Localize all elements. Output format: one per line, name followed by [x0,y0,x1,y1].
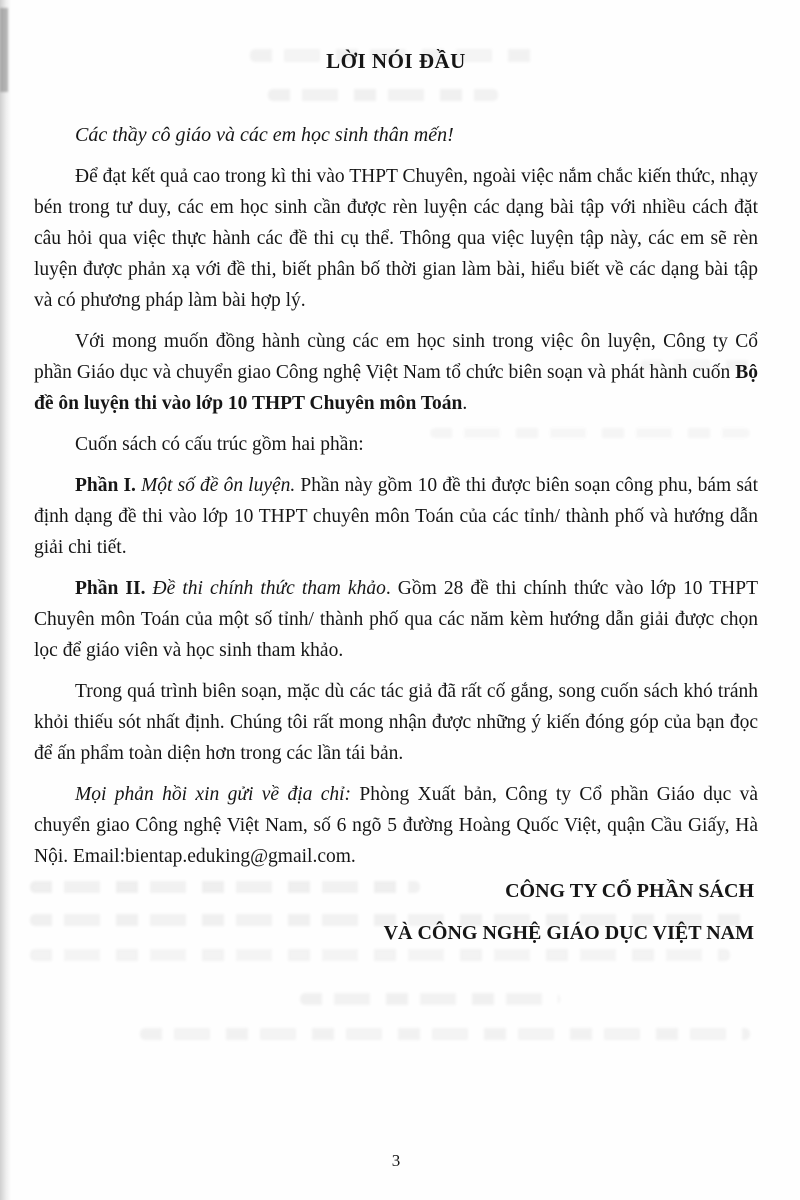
signature-line-1: CÔNG TY CỔ PHẦN SÁCH [505,880,754,902]
paragraph: Cuốn sách có cấu trúc gồm hai phần: [75,434,364,455]
salutation: Các thầy cô giáo và các em học sinh thân mến! [75,124,454,146]
signature-block [34,870,758,954]
paragraph: Phần I. Một số đề ôn luyện. Phần này gồm 10 đề thi được biên soạn công phu, bám sát định dạng đề thi vào lớp 10 THPT chuyên môn Toán của các tỉnh/ thành phố và hướng dẫn giải chi tiết. [34,475,758,558]
bleed-through-artifact [140,1028,750,1040]
scan-edge-shadow-dark [0,8,8,92]
scan-edge-shadow [0,0,11,1200]
paragraph: Để đạt kết quả cao trong kì thi vào THPT Chuyên, ngoài việc nắm chắc kiến thức, nhạy bén trong tư duy, các em học sinh cần được rèn luyện các dạng bài tập với nhiều cách đặt câu hỏi qua việc thực hành các đề thi cụ thể. Thông qua việc luyện tập này, các em sẽ rèn luyện được phản xạ với đề thi, biết phân bố thời gian làm bài, hiểu biết về các dạng bài tập và có phương pháp làm bài hợp lý. [34,166,758,311]
paragraph: Trong quá trình biên soạn, mặc dù các tác giả đã rất cố gắng, song cuốn sách khó tránh khỏi thiếu sót nhất định. Chúng tôi rất mong nhận được những ý kiến đóng góp của bạn đọc để ấn phẩm toàn diện hơn trong các lần tái bản. [34,681,758,764]
bleed-through-artifact [300,993,560,1005]
paragraph: Với mong muốn đồng hành cùng các em học sinh trong việc ôn luyện, Công ty Cổ phần Giáo dục và chuyển giao Công nghệ Việt Nam tổ chức biên soạn và phát hành cuốn Bộ đề ôn luyện thi vào lớp 10 THPT Chuyên môn Toán. [34,331,758,414]
paragraphs [34,161,758,872]
paragraph: Mọi phản hồi xin gửi về địa chỉ: Phòng Xuất bản, Công ty Cổ phần Giáo dục và chuyển giao Công nghệ Việt Nam, số 6 ngõ 5 đường Hoàng Quốc Việt, quận Cầu Giấy, Hà Nội. Email:bientap.eduking@gmail.com. [34,784,758,867]
paragraph: Phần II. Đề thi chính thức tham khảo. Gồm 28 đề thi chính thức vào lớp 10 THPT Chuyên môn Toán của một số tỉnh/ thành phố qua các năm kèm hướng dẫn giải được chọn lọc để giáo viên và học sinh tham khảo. [34,578,759,661]
page-number: 3 [391,1151,401,1170]
page-title: LỜI NÓI ĐẦU [326,49,466,73]
document-content [34,0,758,954]
signature-line-2: VÀ CÔNG NGHỆ GIÁO DỤC VIỆT NAM [383,922,754,944]
